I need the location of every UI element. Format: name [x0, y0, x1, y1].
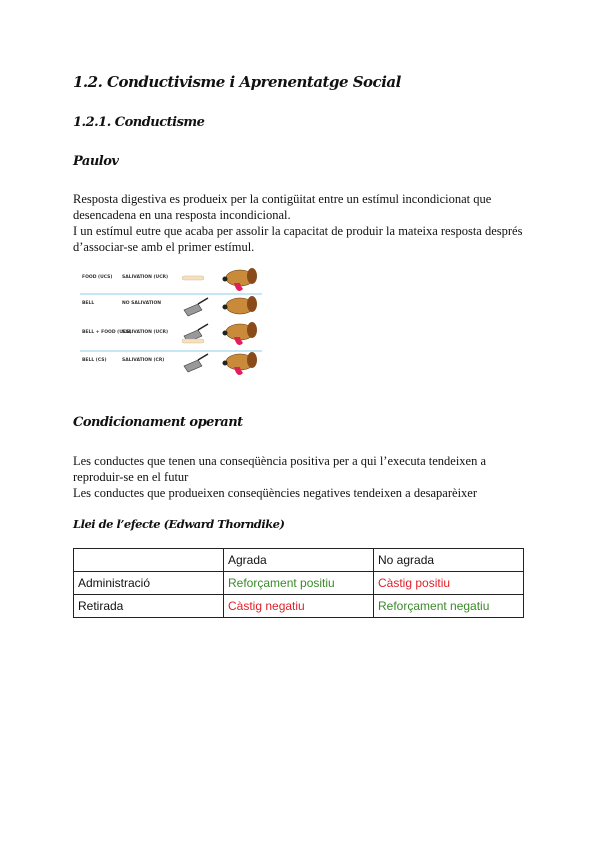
- table-cell: [74, 549, 224, 572]
- law-heading: Llei de l’efecte (Edward Thorndike): [73, 517, 285, 531]
- table-cell: Retirada: [74, 595, 224, 618]
- figure-label: BELL: [82, 301, 95, 306]
- pavlov-paragraph: [73, 191, 533, 255]
- dog-ear-icon: [247, 322, 257, 338]
- dog-nose-icon: [223, 361, 228, 366]
- operant-heading: Condicionament operant: [73, 415, 243, 430]
- bell-handle-icon: [198, 354, 208, 360]
- table-cell: Agrada: [224, 549, 374, 572]
- text-line: Les conductes que tenen una conseqüència positiva per a qui l’executa tendeixen a: [73, 454, 487, 468]
- figure-label: SALIVATION (UCR): [122, 330, 169, 335]
- pavlov-conditioning-figure: [80, 266, 262, 380]
- law-of-effect-table: [73, 548, 524, 618]
- dog-ear-icon: [247, 268, 257, 284]
- section-title: 1.2. Conductivisme i Aprenentatge Social: [73, 73, 401, 91]
- table-cell: Reforçament positiu: [224, 572, 374, 595]
- text-line: d’associar-se amb el primer estímul.: [73, 240, 255, 254]
- text-line: Les conductes que produeixen conseqüències negatives tendeixen a desaparèixer: [73, 486, 477, 500]
- dog-ear-icon: [247, 352, 257, 368]
- figure-label: BELL (CS): [82, 358, 107, 363]
- dog-ear-icon: [247, 296, 257, 312]
- figure-label: FOOD (UCS): [82, 275, 113, 280]
- table-cell: Reforçament negatiu: [374, 595, 524, 618]
- pavlov-heading: Paulov: [73, 154, 119, 169]
- subsection-title: 1.2.1. Conductisme: [73, 115, 205, 130]
- figure-label: NO SALIVATION: [122, 301, 162, 306]
- operant-paragraph: [73, 453, 533, 501]
- table-row: [74, 572, 524, 595]
- table-cell: Càstig positiu: [374, 572, 524, 595]
- bone-icon: [182, 339, 204, 343]
- figure-label: SALIVATION (UCR): [122, 275, 169, 280]
- table-header-row: [74, 549, 524, 572]
- bone-icon: [182, 276, 204, 280]
- dog-nose-icon: [223, 305, 228, 310]
- bell-handle-icon: [198, 324, 208, 330]
- bell-icon: [184, 304, 202, 316]
- text-line: desencadena en una resposta incondicional.: [73, 208, 291, 222]
- table-row: [74, 595, 524, 618]
- table-cell: No agrada: [374, 549, 524, 572]
- dog-nose-icon: [223, 277, 228, 282]
- bell-icon: [184, 360, 202, 372]
- text-line: I un estímul eutre que acaba per assolir la capacitat de produir la mateixa resposta després: [73, 224, 523, 238]
- figure-label: BELL + FOOD (UCS): [82, 330, 132, 335]
- bell-handle-icon: [198, 298, 208, 304]
- dog-nose-icon: [223, 331, 228, 336]
- figure-label: SALIVATION (CR): [122, 358, 165, 363]
- table-cell: Administració: [74, 572, 224, 595]
- table-cell: Càstig negatiu: [224, 595, 374, 618]
- text-line: Resposta digestiva es produeix per la contigüitat entre un estímul incondicionat que: [73, 192, 492, 206]
- text-line: reproduir-se en el futur: [73, 470, 189, 484]
